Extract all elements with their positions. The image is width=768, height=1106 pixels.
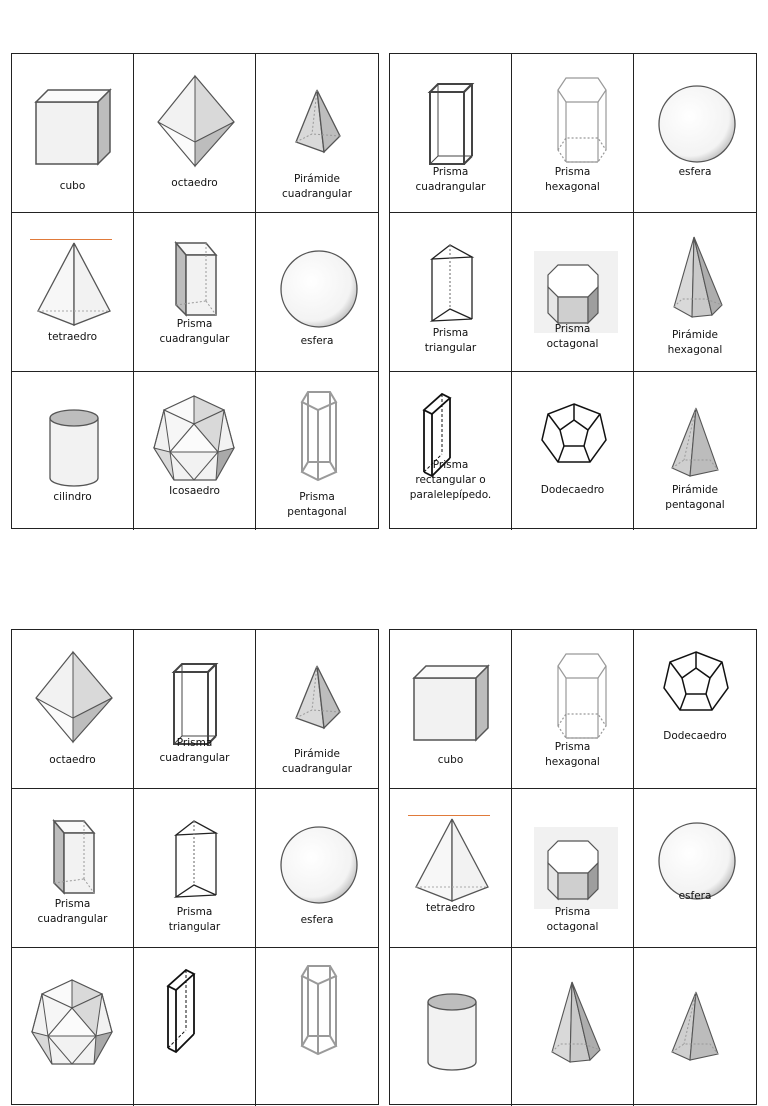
shape-label-line: pentagonal <box>287 506 347 518</box>
shape-label <box>392 326 509 356</box>
bingo-card <box>11 629 379 1105</box>
bingo-card <box>389 629 757 1105</box>
shape-label-line: Prisma <box>176 906 213 918</box>
card-cell-sphere <box>634 54 756 213</box>
card-cell-square-prism-outline <box>134 630 256 789</box>
shape-label-line: Pirámide <box>671 484 719 496</box>
shape-label <box>514 740 631 770</box>
shape-label-line: cuadrangular <box>415 181 486 193</box>
shape-label <box>14 330 131 345</box>
shape-label <box>392 165 509 195</box>
card-cell-cylinder <box>390 948 512 1106</box>
shape-label <box>636 328 754 358</box>
shape-label-line: cuadrangular <box>159 333 230 345</box>
card-cell-pentagonal-pyramid <box>634 372 756 530</box>
card-cell-cylinder <box>12 372 134 530</box>
shape-label <box>636 889 754 904</box>
shape-label-line: pentagonal <box>665 499 725 511</box>
card-cell-icosahedron <box>12 948 134 1106</box>
shape-label-line: Prisma <box>432 327 469 339</box>
shape-label-line: octaedro <box>171 177 218 189</box>
card-cell-dodecahedron <box>634 630 756 789</box>
card-cell-pentagonal-prism <box>256 948 378 1106</box>
hexagonal-pyramid-icon <box>512 948 634 1106</box>
shape-label <box>258 747 376 777</box>
card-cell-pentagonal-prism <box>256 372 378 530</box>
shape-label <box>258 172 376 202</box>
shape-label-line: cuadrangular <box>37 913 108 925</box>
tetrahedron-icon <box>390 789 512 948</box>
shape-label <box>392 458 509 503</box>
shape-label <box>14 753 131 768</box>
card-cell-sphere <box>256 789 378 948</box>
shape-label-line: rectangular o <box>415 474 486 486</box>
card-cell-octagonal-prism <box>512 789 634 948</box>
shape-label-line: Dodecaedro <box>540 484 605 496</box>
shape-label-line: triangular <box>168 921 221 933</box>
sphere-icon <box>634 54 756 213</box>
card-cell-triangular-prism <box>390 213 512 372</box>
shape-label-line: cuadrangular <box>282 763 352 775</box>
shape-label-line: Prisma <box>432 459 469 471</box>
rectangular-prism-icon <box>134 948 256 1106</box>
shape-label <box>258 490 376 520</box>
shape-label-line: octagonal <box>546 921 599 933</box>
shape-label <box>636 483 754 513</box>
shape-label-line: Prisma <box>299 491 335 503</box>
dodecahedron-icon <box>512 372 634 530</box>
shape-label-line: Prisma <box>554 906 591 918</box>
shape-label-line: Prisma <box>554 166 591 178</box>
shape-label-line: octagonal <box>546 338 599 350</box>
shape-label-line: hexagonal <box>545 756 600 768</box>
card-cell-rectangular-prism <box>390 372 512 530</box>
shape-label-line: esfera <box>678 890 712 902</box>
shape-label-line: paralelepípedo. <box>409 489 492 501</box>
sphere-icon <box>634 789 756 948</box>
cylinder-icon <box>390 948 512 1106</box>
shape-label <box>136 484 253 499</box>
shape-label-line: Pirámide <box>293 748 341 760</box>
shape-label-line: Prisma <box>176 737 213 749</box>
orange-line <box>30 239 112 240</box>
shape-label <box>514 905 631 935</box>
tetrahedron-icon <box>12 213 134 372</box>
shape-label-line: Prisma <box>554 323 591 335</box>
shape-label-line: hexagonal <box>545 181 600 193</box>
cylinder-icon <box>12 372 134 530</box>
shape-label-line: Dodecaedro <box>663 730 727 742</box>
shape-label <box>514 322 631 352</box>
shape-label-line: tetraedro <box>425 902 476 914</box>
orange-line <box>408 815 490 816</box>
card-cell-hexagonal-pyramid <box>512 948 634 1106</box>
shape-label-line: cuadrangular <box>159 752 230 764</box>
card-cell-octahedron <box>134 54 256 213</box>
card-cell-pentagonal-pyramid <box>634 948 756 1106</box>
icosahedron-icon <box>12 948 134 1106</box>
shape-label-line: hexagonal <box>667 344 723 356</box>
shape-label-line: esfera <box>300 914 334 926</box>
card-cell-hexagonal-prism <box>512 630 634 789</box>
bingo-card <box>11 53 379 529</box>
shape-label <box>392 901 509 916</box>
shape-label <box>136 905 253 935</box>
bingo-card <box>389 53 757 529</box>
shape-label-line: esfera <box>678 166 712 178</box>
shape-label-line: Prisma <box>176 318 213 330</box>
shape-label-line: triangular <box>424 342 477 354</box>
shape-label-line: cilindro <box>53 491 92 503</box>
card-cell-tetrahedron <box>390 789 512 948</box>
card-cell-hexagonal-pyramid <box>634 213 756 372</box>
shape-label <box>392 753 509 768</box>
card-cell-square-prism <box>12 789 134 948</box>
pentagonal-prism-icon <box>256 948 378 1106</box>
icosahedron-icon <box>134 372 256 530</box>
rectangular-prism-icon <box>390 372 512 530</box>
shape-label <box>258 334 376 349</box>
shape-label-line: octaedro <box>49 754 96 766</box>
card-cell-octagonal-prism <box>512 213 634 372</box>
card-cell-square-prism-outline <box>390 54 512 213</box>
shape-label-line: esfera <box>300 335 334 347</box>
card-cell-tetrahedron <box>12 213 134 372</box>
shape-label <box>258 913 376 928</box>
shape-label <box>636 729 754 744</box>
card-cell-dodecahedron <box>512 372 634 530</box>
shape-label-line: Pirámide <box>293 173 341 185</box>
card-cell-cube <box>12 54 134 213</box>
card-cell-triangular-prism <box>134 789 256 948</box>
card-cell-sphere <box>634 789 756 948</box>
shape-label <box>636 165 754 180</box>
card-cell-hexagonal-prism <box>512 54 634 213</box>
dodecahedron-icon <box>634 630 756 789</box>
card-cell-icosahedron <box>134 372 256 530</box>
shape-label <box>14 897 131 927</box>
shape-label-line: tetraedro <box>47 331 98 343</box>
shape-label-line: cuadrangular <box>282 188 352 200</box>
shape-label-line: Prisma <box>432 166 469 178</box>
shape-label <box>514 165 631 195</box>
shape-label-line: Prisma <box>554 741 591 753</box>
card-cell-square-pyramid <box>256 54 378 213</box>
shape-label-line: Icosaedro <box>169 485 220 497</box>
card-cell-cube <box>390 630 512 789</box>
card-cell-octahedron <box>12 630 134 789</box>
shape-label <box>136 317 253 347</box>
shape-label-line: cubo <box>437 754 464 766</box>
card-cell-rectangular-prism <box>134 948 256 1106</box>
card-cell-square-prism <box>134 213 256 372</box>
shape-label-line: Pirámide <box>671 329 719 341</box>
card-cell-square-pyramid <box>256 630 378 789</box>
shape-label <box>136 176 253 191</box>
card-cell-sphere <box>256 213 378 372</box>
shape-label <box>136 736 253 766</box>
shape-label <box>14 179 131 194</box>
shape-label-line: cubo <box>59 180 86 192</box>
square-prism-icon <box>134 213 256 372</box>
shape-label-line: Prisma <box>54 898 91 910</box>
shape-label <box>14 490 131 505</box>
shape-label <box>514 483 631 498</box>
pentagonal-pyramid-icon <box>634 948 756 1106</box>
